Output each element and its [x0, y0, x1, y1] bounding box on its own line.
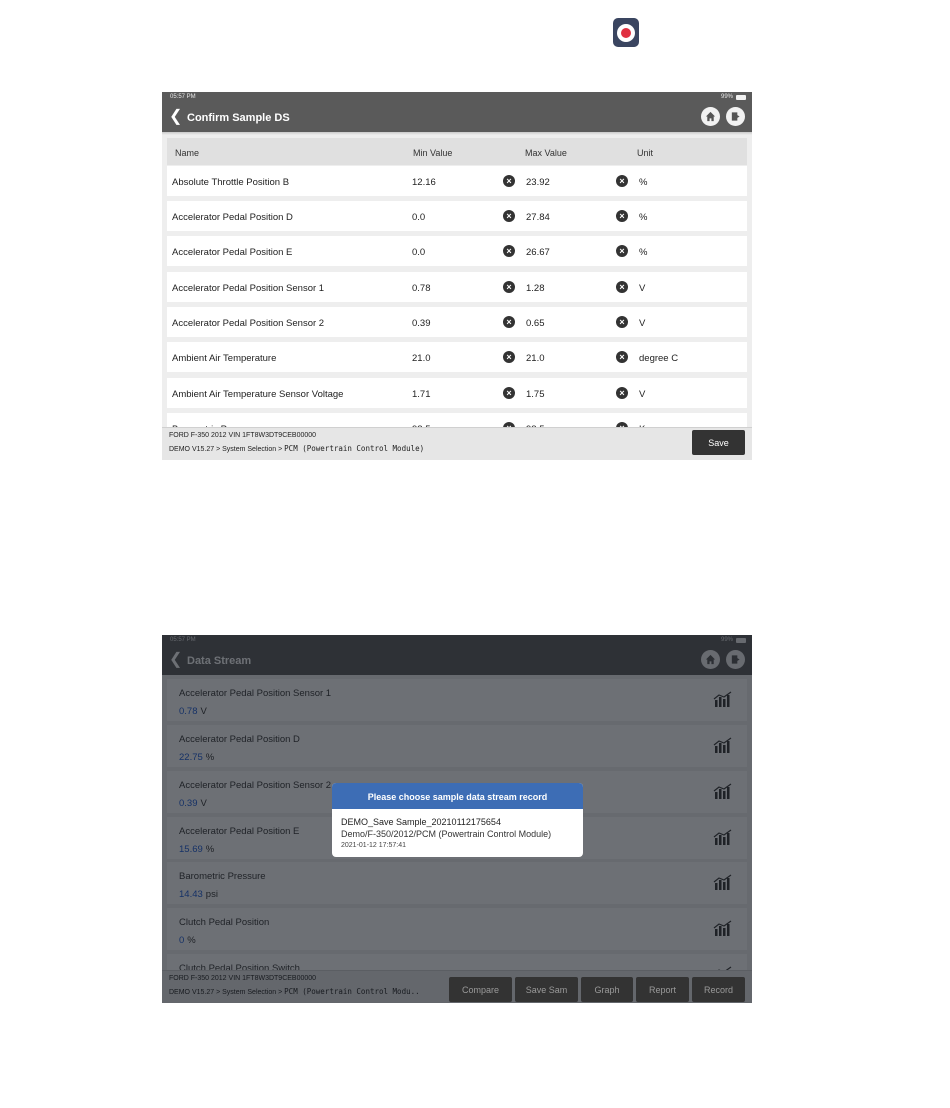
record-ring	[617, 24, 635, 42]
breadcrumb-path: DEMO V15.27 > System Selection >	[169, 446, 285, 453]
clear-max-icon[interactable]: ×	[616, 210, 628, 222]
table-row	[167, 307, 747, 337]
battery-level: 99%	[720, 94, 733, 100]
sample-record-dialog	[332, 783, 583, 857]
home-icon[interactable]	[701, 107, 720, 126]
table-row	[167, 378, 747, 408]
row-min[interactable]: 0.78	[412, 283, 431, 294]
row-unit: V	[639, 389, 646, 400]
row-name: Absolute Throttle Position B	[172, 177, 290, 188]
clear-max-icon[interactable]: ×	[616, 387, 628, 399]
app-bar-shadow	[162, 132, 752, 135]
exit-icon[interactable]	[726, 107, 745, 126]
row-name: Accelerator Pedal Position D	[172, 212, 293, 223]
vehicle-info: FORD F-350 2012 VIN 1FT8W3DT9CEB00000	[169, 432, 317, 439]
clear-min-icon[interactable]: ×	[503, 316, 515, 328]
clear-max-icon[interactable]: ×	[616, 245, 628, 257]
row-unit: V	[639, 318, 646, 329]
row-min[interactable]: 21.0	[412, 353, 431, 364]
column-name-header: Name	[175, 148, 200, 158]
clear-max-icon[interactable]: ×	[616, 351, 628, 363]
record-time[interactable]: 2021-01-12 17:57:41	[341, 842, 406, 849]
row-max[interactable]: 23.92	[526, 177, 550, 188]
data-stream-screen	[162, 635, 752, 1003]
table-row	[167, 272, 747, 302]
row-unit: V	[639, 283, 646, 294]
clear-min-icon[interactable]: ×	[503, 175, 515, 187]
row-max[interactable]: 26.67	[526, 247, 550, 258]
app-bar	[162, 104, 752, 132]
dialog-title: Please choose sample data stream record	[332, 783, 583, 809]
status-time: 05:57 PM	[170, 94, 196, 100]
breadcrumb	[169, 444, 424, 453]
breadcrumb-module: PCM (Powertrain Control Module)	[284, 444, 425, 453]
clear-max-icon[interactable]: ×	[616, 175, 628, 187]
row-name: Ambient Air Temperature	[172, 353, 277, 364]
report-button[interactable]: Report	[636, 977, 689, 1002]
table-row	[167, 201, 747, 231]
row-min[interactable]: 0.39	[412, 318, 431, 329]
clear-min-icon[interactable]: ×	[503, 387, 515, 399]
row-unit: %	[639, 247, 648, 258]
battery-icon	[736, 95, 746, 100]
save-button[interactable]: Save	[692, 430, 745, 455]
row-min[interactable]: 1.71	[412, 389, 431, 400]
clear-min-icon[interactable]: ×	[503, 210, 515, 222]
row-max[interactable]: 0.65	[526, 318, 545, 329]
row-unit: degree C	[639, 353, 679, 364]
record-button[interactable]: Record	[692, 977, 745, 1002]
row-unit: %	[639, 212, 648, 223]
clear-min-icon[interactable]: ×	[503, 281, 515, 293]
row-unit: %	[639, 177, 648, 188]
row-max[interactable]: 21.0	[526, 353, 545, 364]
table-header	[167, 138, 747, 165]
confirm-sample-screen	[162, 92, 752, 460]
clear-max-icon[interactable]: ×	[616, 281, 628, 293]
row-max[interactable]: 1.28	[526, 283, 545, 294]
row-max[interactable]: 1.75	[526, 389, 545, 400]
table-row	[167, 166, 747, 196]
row-name: Ambient Air Temperature Sensor Voltage	[172, 389, 344, 400]
save-sample-button[interactable]: Save Sam	[515, 977, 578, 1002]
row-min[interactable]: 0.0	[412, 212, 426, 223]
row-min[interactable]: 0.0	[412, 247, 426, 258]
clear-max-icon[interactable]: ×	[616, 316, 628, 328]
battery-indicator	[721, 94, 746, 100]
back-chevron-icon[interactable]: ❮	[169, 108, 183, 125]
row-name: Accelerator Pedal Position Sensor 1	[172, 283, 325, 294]
row-max[interactable]: 27.84	[526, 212, 550, 223]
record-path[interactable]: Demo/F-350/2012/PCM (Powertrain Control Module)	[341, 829, 552, 839]
graph-button[interactable]: Graph	[581, 977, 633, 1002]
column-min-header: Min Value	[413, 148, 453, 158]
compare-button[interactable]: Compare	[449, 977, 512, 1002]
page-title: Confirm Sample DS	[187, 112, 290, 124]
record-dot	[621, 28, 631, 38]
column-max-header: Max Value	[525, 148, 567, 158]
record-icon[interactable]	[613, 18, 639, 47]
row-name: Accelerator Pedal Position Sensor 2	[172, 318, 325, 329]
clear-min-icon[interactable]: ×	[503, 245, 515, 257]
status-bar	[162, 92, 752, 104]
footer-bar	[162, 427, 752, 460]
table-row	[167, 342, 747, 372]
row-name: Accelerator Pedal Position E	[172, 247, 293, 258]
row-min[interactable]: 12.16	[412, 177, 436, 188]
clear-min-icon[interactable]: ×	[503, 351, 515, 363]
record-name[interactable]: DEMO_Save Sample_20210112175654	[341, 817, 501, 827]
column-unit-header: Unit	[637, 148, 654, 158]
table-row	[167, 236, 747, 266]
